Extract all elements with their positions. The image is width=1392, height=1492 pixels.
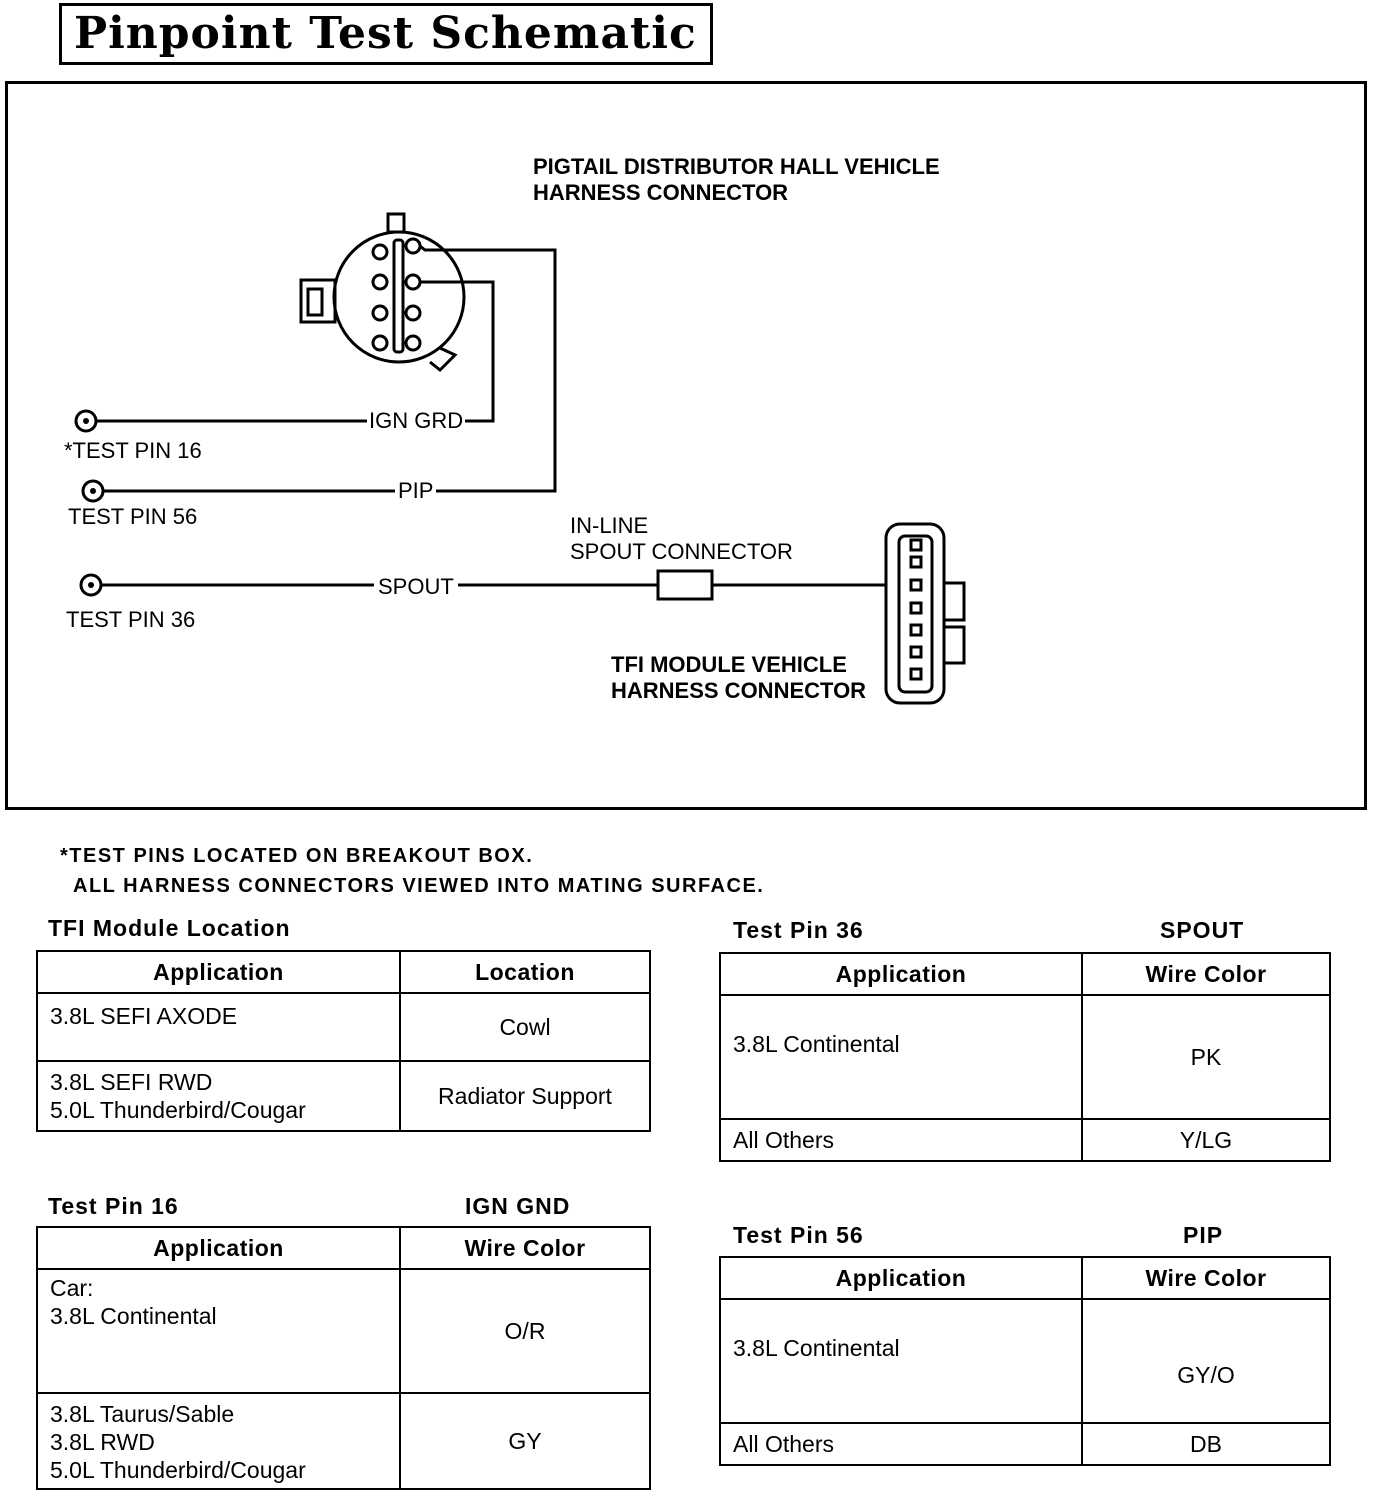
application-cell: 3.8L Continental: [720, 995, 1082, 1119]
hall-connector-key: [388, 214, 404, 232]
test-pin-16-caption: Test Pin 16: [48, 1193, 179, 1219]
wire-color-cell: DB: [1082, 1423, 1330, 1465]
column-header: Wire Color: [1082, 1257, 1330, 1299]
column-header: Application: [720, 953, 1082, 995]
test-pin-36-table: [719, 952, 1331, 1162]
hall-connector-label: PIGTAIL DISTRIBUTOR HALL VEHICLE HARNESS CONNECTOR: [533, 154, 940, 205]
test-pin-16-label: *TEST PIN 16: [64, 438, 202, 463]
ign-grd-label: IGN GRD: [369, 408, 464, 433]
table-row: [720, 1423, 1330, 1465]
wire-color-cell: PK: [1082, 995, 1330, 1119]
wire-color-cell: Y/LG: [1082, 1119, 1330, 1161]
location-cell: Radiator Support: [400, 1061, 650, 1131]
application-cell: All Others: [720, 1119, 1082, 1161]
test-pin-56-label: TEST PIN 56: [68, 504, 198, 529]
application-cell: Car: 3.8L Continental: [37, 1269, 400, 1393]
pip-label: PIP: [395, 478, 436, 504]
tfi-connector-label: TFI MODULE VEHICLE HARNESS CONNECTOR: [611, 652, 867, 703]
tfi-connector-tab: [944, 627, 964, 663]
tfi-connector-tab: [944, 583, 964, 620]
test-pin-56-signal: PIP: [1183, 1222, 1224, 1248]
test-pin-36-caption: Test Pin 36: [733, 917, 864, 943]
note-mating-surface: ALL HARNESS CONNECTORS VIEWED INTO MATING SURFACE.: [73, 875, 765, 897]
inline-spout-connector: [658, 571, 712, 599]
hall-connector-latch-inner: [308, 289, 322, 315]
note-breakout-box: *TEST PINS LOCATED ON BREAKOUT BOX.: [60, 845, 534, 867]
hall-terminal: [406, 306, 420, 320]
page-title: Pinpoint Test Schematic: [74, 8, 697, 59]
hall-terminal: [406, 239, 420, 253]
column-header: Wire Color: [400, 1227, 650, 1269]
table-row: [720, 1299, 1330, 1423]
tfi-location-caption: TFI Module Location: [48, 915, 291, 941]
test-pin-16-table: [36, 1226, 651, 1490]
column-header: Application: [720, 1257, 1082, 1299]
location-cell: Cowl: [400, 993, 650, 1061]
inline-connector-label: IN-LINE SPOUT CONNECTOR: [570, 513, 793, 564]
application-cell: 3.8L Taurus/Sable 3.8L RWD 5.0L Thunderbird/Cougar: [37, 1393, 400, 1489]
column-header: Application: [37, 1227, 400, 1269]
test-pin-56-table: [719, 1256, 1331, 1466]
application-cell: 3.8L SEFI RWD 5.0L Thunderbird/Cougar: [37, 1061, 400, 1131]
hall-terminal: [406, 275, 420, 289]
column-header: Location: [400, 951, 650, 993]
wire-color-cell: GY: [400, 1393, 650, 1489]
table-row: [720, 995, 1330, 1119]
table-row: [37, 1269, 650, 1393]
hall-terminal: [373, 306, 387, 320]
table-row: [37, 993, 650, 1061]
test-pin-56-caption: Test Pin 56: [733, 1222, 864, 1248]
wire-color-cell: O/R: [400, 1269, 650, 1393]
table-header-row: [720, 953, 1330, 995]
hall-connector-divider: [394, 240, 403, 352]
wire-color-cell: GY/O: [1082, 1299, 1330, 1423]
tfi-location-table: [36, 950, 651, 1132]
test-pin-16-signal: IGN GND: [465, 1193, 571, 1219]
application-cell: 3.8L SEFI AXODE: [37, 993, 400, 1061]
application-cell: All Others: [720, 1423, 1082, 1465]
table-header-row: [37, 1227, 650, 1269]
column-header: Wire Color: [1082, 953, 1330, 995]
table-row: [720, 1119, 1330, 1161]
application-cell: 3.8L Continental: [720, 1299, 1082, 1423]
table-header-row: [720, 1257, 1330, 1299]
column-header: Application: [37, 951, 400, 993]
hall-terminal: [373, 336, 387, 350]
hall-terminal: [406, 336, 420, 350]
table-row: [37, 1393, 650, 1489]
hall-terminal: [373, 275, 387, 289]
hall-terminal: [373, 245, 387, 259]
table-header-row: [37, 951, 650, 993]
test-pin-36-label: TEST PIN 36: [66, 607, 196, 632]
table-row: [37, 1061, 650, 1131]
spout-label: SPOUT: [374, 574, 458, 600]
test-pin-36-signal: SPOUT: [1160, 917, 1245, 943]
